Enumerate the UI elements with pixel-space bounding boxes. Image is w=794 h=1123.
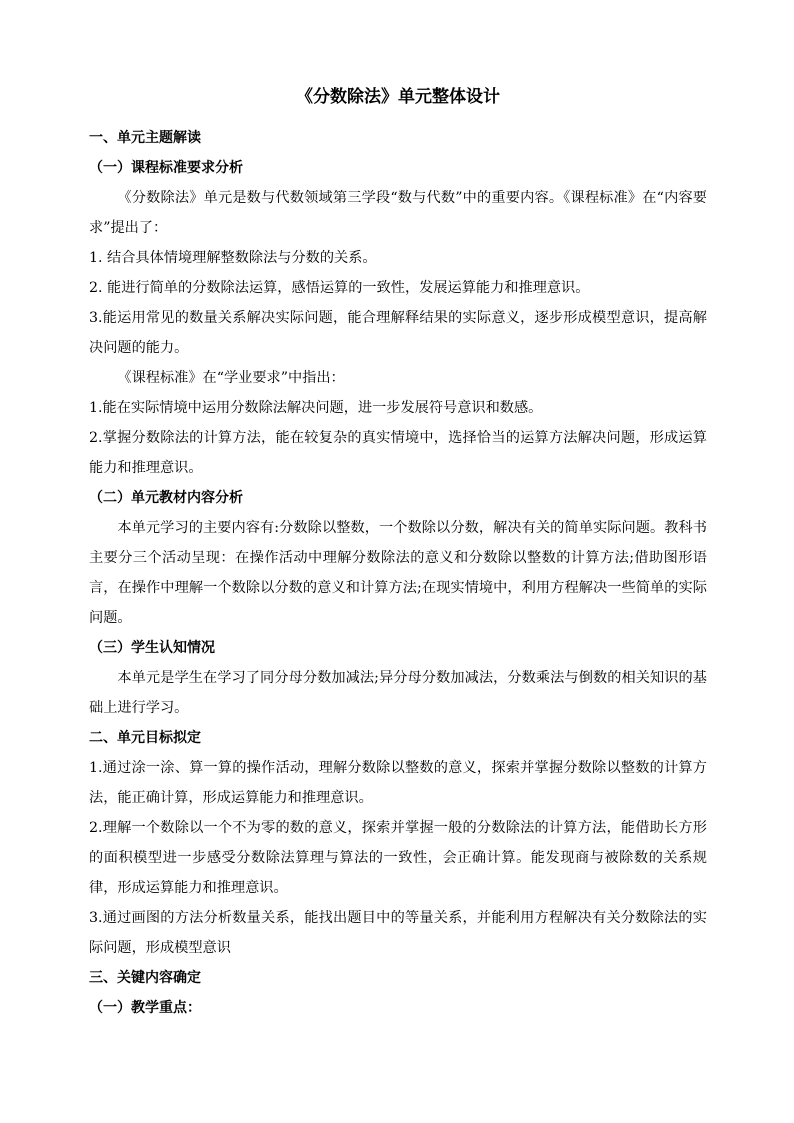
list-item: 3.通过画图的方法分析数量关系，能找出题目中的等量关系，并能利用方程解决有关分数除法的实际问题，形成模型意识: [89, 910, 707, 956]
list-item: 1.通过涂一涂、算一算的操作活动，理解分数除以整数的意义，探索并掌握分数除以整数的计算方法，能正确计算，形成运算能力和推理意识。: [89, 760, 707, 806]
paragraph: 《课程标准》在“学业要求”中指出：: [117, 370, 345, 386]
subsection-heading-1-2: （二）单元教材内容分析: [89, 490, 243, 506]
subsection-heading-3-1: （一）教学重点：: [89, 1000, 201, 1016]
section-heading-1: 一、单元主题解读: [89, 130, 201, 146]
subsection-heading-1-3: （三）学生认知情况: [89, 640, 215, 656]
list-item: 2. 能进行简单的分数除法运算，感悟运算的一致性，发展运算能力和推理意识。: [89, 280, 590, 296]
document-body: [89, 84, 707, 1023]
list-item: 3.能运用常见的数量关系解决实际问题，能合理解释结果的实际意义，逐步形成模型意识，提高解决问题的能力。: [89, 310, 707, 356]
section-heading-3: 三、关键内容确定: [89, 970, 201, 986]
list-item: 1.能在实际情境中运用分数除法解决问题，进一步发展符号意识和数感。: [89, 400, 543, 416]
list-item: 2.掌握分数除法的计算方法，能在较复杂的真实情境中，选择恰当的运算方法解决问题，形成运算能力和推理意识。: [89, 430, 707, 476]
subsection-heading-1-1: （一）课程标准要求分析: [89, 160, 243, 176]
paragraph: 本单元是学生在学习了同分母分数加减法;异分母分数加减法，分数乘法与倒数的相关知识的基础上进行学习。: [89, 670, 707, 716]
list-item: 1. 结合具体情境理解整数除法与分数的关系。: [89, 250, 377, 266]
document-title: 《分数除法》单元整体设计: [296, 87, 500, 107]
paragraph: 本单元学习的主要内容有:分数除以整数，一个数除以分数，解决有关的简单实际问题。教科书主要分三个活动呈现：在操作活动中理解分数除法的意义和分数除以整数的计算方法;借助图形语言，在操作中理解一个数除以分数的意义和计算方法;在现实情境中，利用方程解决一些简单的实际问题。: [89, 520, 707, 626]
list-item: 2.理解一个数除以一个不为零的数的意义，探索并掌握一般的分数除法的计算方法，能借助长方形的面积模型进一步感受分数除法算理与算法的一致性，会正确计算。能发现商与被除数的关系规律，形成运算能力和推理意识。: [89, 820, 707, 896]
section-heading-2: 二、单元目标拟定: [89, 730, 201, 746]
paragraph: 《分数除法》单元是数与代数领域第三学段“数与代数”中的重要内容。《课程标准》在“内容要求”提出了：: [89, 190, 707, 236]
